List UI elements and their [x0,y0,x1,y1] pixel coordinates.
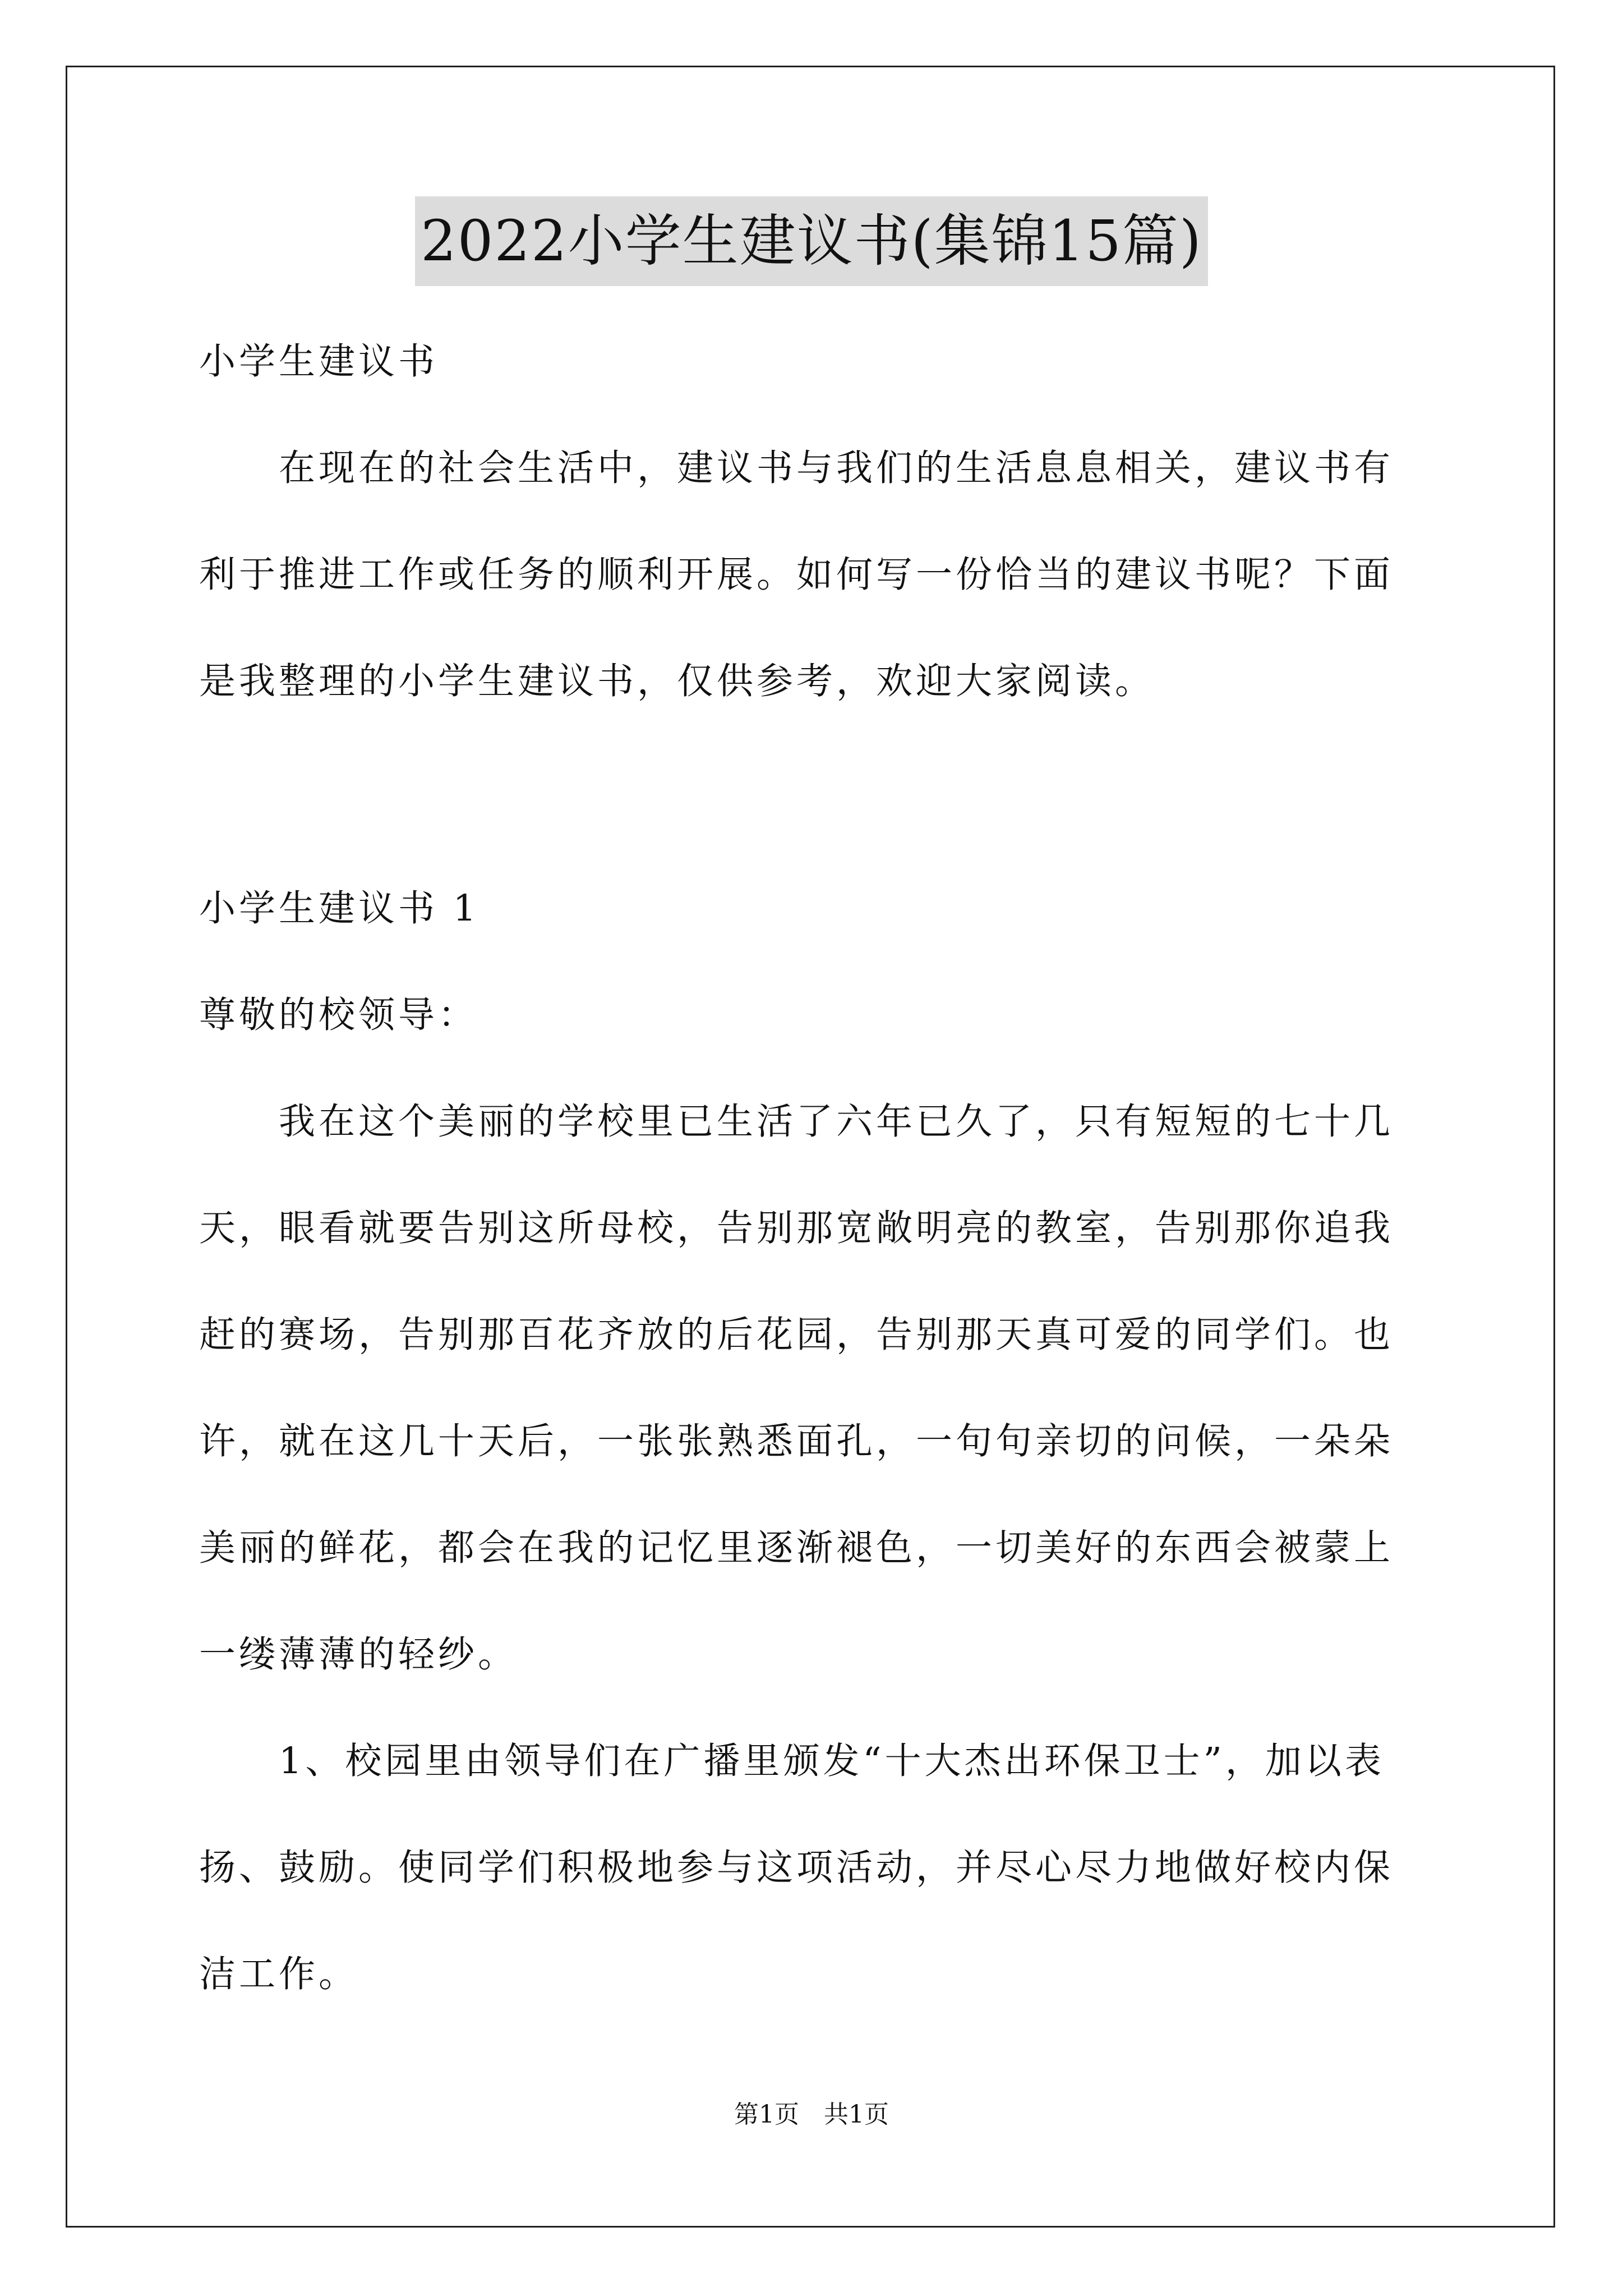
title-container [0,196,1623,286]
paragraph-line: 天，眼看就要告别这所母校，告别那宽敞明亮的教室，告别那你追我 [199,1207,1394,1249]
intro-paragraph [199,415,1427,735]
paragraph-line: 扬、鼓励。使同学们积极地参与这项活动，并尽心尽力地做好校内保 [199,1847,1394,1889]
paragraph-line: 赶的赛场，告别那百花齐放的后花园，告别那天真可爱的同学们。也 [199,1314,1394,1356]
page-footer: 第1页 共1页 [734,2100,889,2129]
paragraph-line: 我在这个美丽的学校里已生活了六年已久了，只有短短的七十几 [199,1101,1394,1143]
section-heading: 小学生建议书 1 [199,887,480,930]
paragraph-line: 是我整理的小学生建议书，仅供参考，欢迎大家阅读。 [199,660,1155,702]
paragraph-1 [199,1069,1427,1708]
intro-heading-block [199,309,1427,415]
paragraph-2 [199,1708,1427,2028]
paragraph-line: 一缕薄薄的轻纱。 [199,1634,518,1676]
section1-heading-block [199,855,1427,1069]
salutation: 尊敬的校领导： [199,994,478,1036]
intro-heading: 小学生建议书 [199,341,439,383]
paragraph-line: 在现在的社会生活中，建议书与我们的生活息息相关，建议书有 [199,447,1394,489]
paragraph-line: 许，就在这几十天后，一张张熟悉面孔，一句句亲切的问候，一朵朵 [199,1420,1394,1462]
paragraph-line: 利于推进工作或任务的顺利开展。如何写一份恰当的建议书呢？下面 [199,554,1394,596]
paragraph-line: 1、校园里由领导们在广播里颁发“十大杰出环保卫士”，加以表 [199,1740,1385,1782]
paragraph-line: 洁工作。 [199,1953,359,1995]
paragraph-line: 美丽的鲜花，都会在我的记忆里逐渐褪色，一切美好的东西会被蒙上 [199,1527,1394,1569]
document-title: 2022小学生建议书(集锦15篇) [415,196,1208,286]
